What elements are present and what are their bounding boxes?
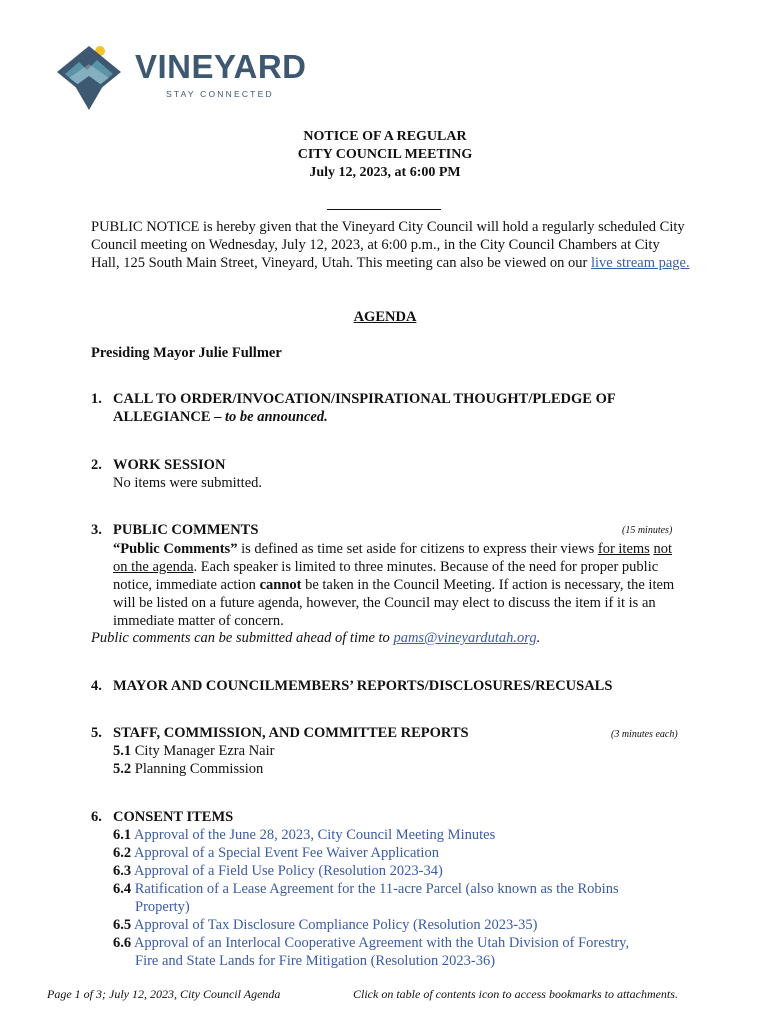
consent-item-6-6[interactable]	[113, 934, 629, 952]
item-3-text-1: is defined as time set aside for citizens to express their views	[237, 541, 598, 557]
sub-number: 6.4	[113, 881, 132, 897]
consent-link[interactable]: Approval of Tax Disclosure Compliance Policy (Resolution 2023-35)	[133, 917, 538, 933]
sub-title: City Manager Ezra Nair	[134, 743, 275, 759]
item-1-number: 1.	[91, 391, 102, 407]
item-3-body	[113, 540, 678, 630]
logo-tagline: STAY CONNECTED	[166, 89, 274, 99]
item-2-body: No items were submitted.	[113, 475, 263, 491]
sub-title: Planning Commission	[134, 761, 264, 777]
item-5-time: (3 minutes each)	[611, 729, 678, 740]
consent-item-6-6-cont[interactable]: Fire and State Lands for Fire Mitigation (Resolution 2023-36)	[135, 953, 496, 969]
item-3-number: 3.	[91, 522, 102, 538]
item-5-number: 5.	[91, 725, 102, 741]
item-3-title: PUBLIC COMMENTS	[113, 522, 259, 538]
item-3-text-3: be taken in the Council Meeting. If action is necessary, the item will be listed on a future agenda, however, the Council may elect to discuss the item if it is an immediate matter of concern.	[113, 577, 675, 629]
item-4-number: 4.	[91, 678, 102, 694]
footer-bookmark-note: Click on table of contents icon to access bookmarks to attachments.	[353, 987, 678, 1001]
email-link[interactable]: pams@vineyardutah.org	[393, 630, 537, 646]
consent-item-6-5[interactable]	[113, 916, 537, 934]
sub-number: 6.2	[113, 845, 132, 861]
presiding-mayor: Presiding Mayor Julie Fullmer	[91, 345, 282, 361]
consent-link[interactable]: Approval of an Interlocal Cooperative Agreement with the Utah Division of Forestry,	[133, 935, 630, 951]
sub-number: 5.1	[113, 743, 132, 759]
item-3-time: (15 minutes)	[622, 525, 673, 536]
item-5-title: STAFF, COMMISSION, AND COMMITTEE REPORTS	[113, 725, 469, 741]
submit-period: .	[536, 630, 541, 646]
item-6-number: 6.	[91, 809, 102, 825]
public-notice	[91, 218, 691, 272]
consent-link[interactable]: Ratification of a Lease Agreement for the 11-acre Parcel (also known as the Robins	[134, 881, 619, 897]
footer-page-info: Page 1 of 3; July 12, 2023, City Council Agenda	[47, 987, 281, 1001]
consent-item-6-2[interactable]	[113, 844, 439, 862]
item-5-sub-2	[113, 760, 263, 778]
item-3-term: “Public Comments”	[113, 541, 238, 557]
consent-item-6-4[interactable]	[113, 880, 619, 898]
sub-number: 6.5	[113, 917, 132, 933]
sub-number: 6.1	[113, 827, 132, 843]
mountain-logo-icon	[55, 44, 135, 114]
consent-item-6-3[interactable]	[113, 862, 443, 880]
live-stream-link[interactable]: live stream page.	[590, 255, 690, 271]
item-1-allegiance: ALLEGIANCE –	[113, 409, 222, 425]
item-5-sub-1	[113, 742, 274, 760]
item-3-underline-2: not on the agenda	[113, 541, 672, 575]
public-comment-submit	[91, 629, 540, 647]
vineyard-logo	[55, 44, 315, 114]
sub-number: 6.3	[113, 863, 132, 879]
item-4-title: MAYOR AND COUNCILMEMBERS’ REPORTS/DISCLOSURES/RECUSALS	[113, 678, 613, 694]
consent-link[interactable]: Approval of the June 28, 2023, City Council Meeting Minutes	[133, 827, 496, 843]
consent-link[interactable]: Approval of a Special Event Fee Waiver Application	[133, 845, 439, 861]
item-3-underline-1: for items	[597, 541, 650, 557]
header-line-2: CITY COUNCIL MEETING	[297, 147, 473, 162]
public-notice-text: PUBLIC NOTICE is hereby given that the Vineyard City Council will hold a regularly scheduled City Council meeting on Wednesday, July 12, 2023, at 6:00 p.m., in the City Council Chambers at City Hall, 125 South Main Street, Vineyard, Utah. This meeting can also be viewed on our	[91, 219, 685, 271]
item-1-title: CALL TO ORDER/INVOCATION/INSPIRATIONAL THOUGHT/PLEDGE OF	[113, 391, 616, 407]
consent-item-6-1[interactable]	[113, 826, 495, 844]
header-divider	[327, 209, 441, 210]
item-2-number: 2.	[91, 457, 102, 473]
consent-item-6-4-cont[interactable]: Property)	[135, 899, 190, 915]
consent-link[interactable]: Approval of a Field Use Policy (Resolution 2023-34)	[133, 863, 443, 879]
header-date: July 12, 2023, at 6:00 PM	[309, 165, 461, 180]
submit-text: Public comments can be submitted ahead of time to	[91, 630, 390, 646]
item-2-title: WORK SESSION	[113, 457, 226, 473]
item-1-title-cont	[113, 408, 328, 426]
sub-number: 5.2	[113, 761, 132, 777]
item-3-cannot: cannot	[259, 577, 302, 593]
item-3-text-2: . Each speaker is limited to three minutes. Because of the need for proper public notice, immediate action	[113, 559, 659, 593]
logo-wordmark: VINEYARD	[135, 48, 307, 85]
header-line-1: NOTICE OF A REGULAR	[303, 129, 467, 144]
agenda-heading: AGENDA	[353, 309, 417, 325]
item-6-title: CONSENT ITEMS	[113, 809, 234, 825]
item-1-note: to be announced.	[225, 409, 328, 425]
sub-number: 6.6	[113, 935, 132, 951]
